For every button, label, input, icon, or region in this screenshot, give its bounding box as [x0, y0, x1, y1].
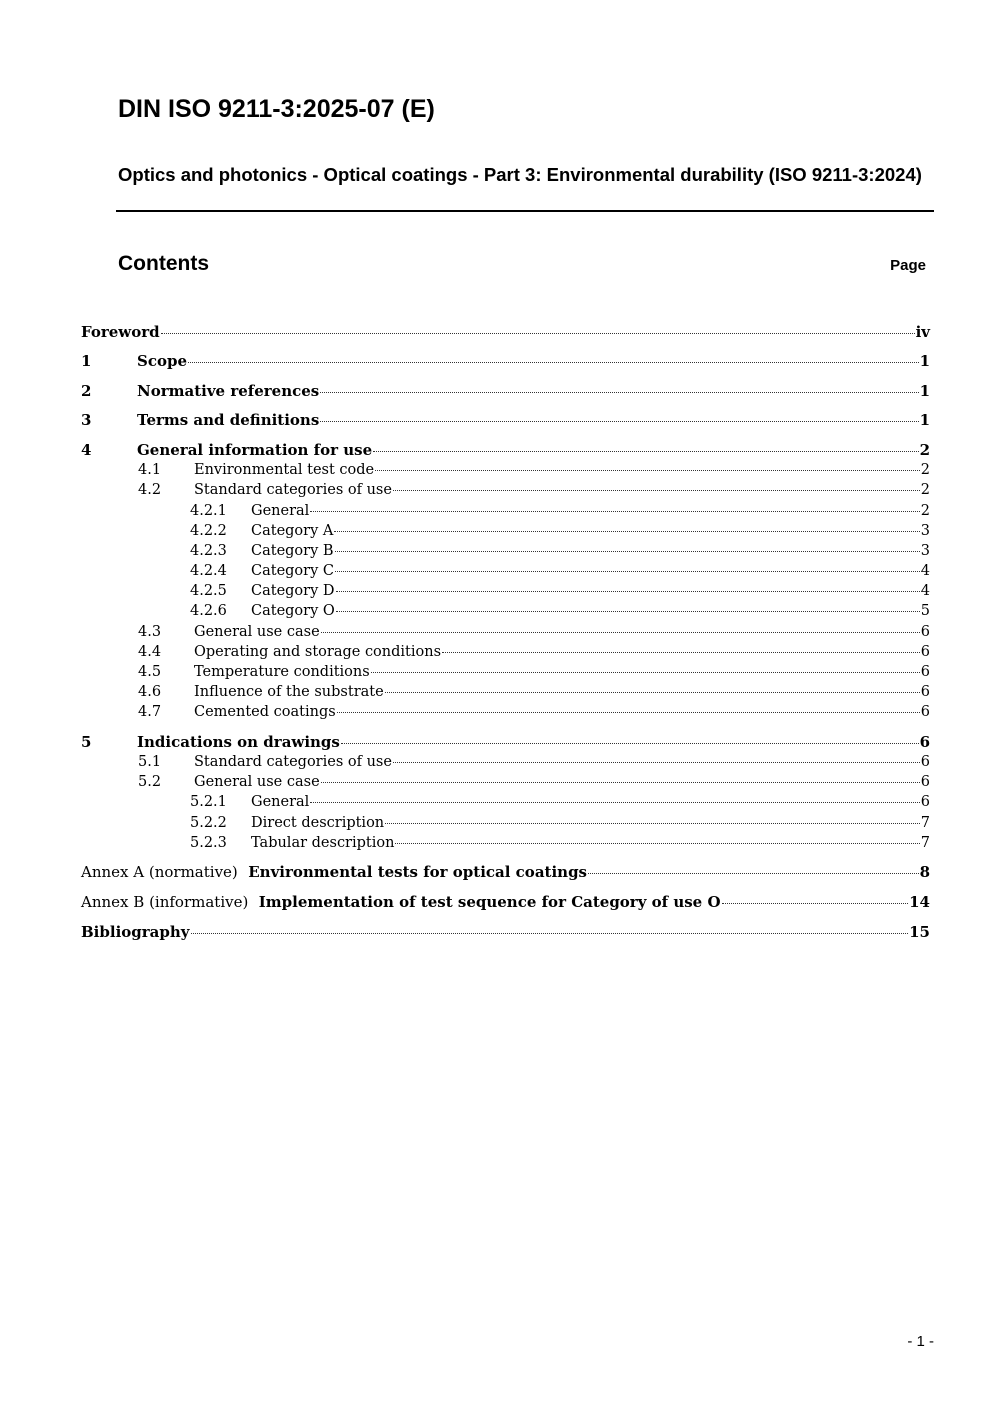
toc-title: General — [251, 794, 310, 810]
contents-heading: Contents — [118, 252, 209, 275]
toc-entry-4-1[interactable] — [0, 459, 992, 481]
toc-page: 6 — [920, 774, 930, 790]
toc-number: 5.1 — [138, 754, 162, 770]
toc-entry-4[interactable] — [0, 439, 992, 461]
annex-qualifier: (normative) — [148, 863, 238, 881]
toc-leader — [321, 632, 920, 633]
toc-page: 3 — [920, 543, 930, 559]
toc-title: General information for use — [137, 441, 373, 459]
toc-number: 4.2.2 — [190, 523, 227, 539]
toc-title: Influence of the substrate — [194, 684, 384, 700]
toc-page: 6 — [920, 794, 930, 810]
annex-prefix: Annex A — [81, 863, 149, 881]
toc-number: 5.2.1 — [190, 794, 227, 810]
toc-entry-4-3[interactable] — [0, 621, 992, 643]
toc-number: 5.2.3 — [190, 835, 227, 851]
toc-title — [81, 861, 587, 883]
toc-number: 4.6 — [138, 684, 162, 700]
toc-title: Category B — [251, 543, 334, 559]
toc-title: General use case — [194, 774, 320, 790]
toc-entry-5-2-2[interactable] — [0, 812, 992, 834]
document-subtitle: Optics and photonics - Optical coatings - Part 3: Environmental durability (ISO 9211-3:2024) — [118, 164, 922, 185]
page-number: - 1 - — [907, 1333, 934, 1350]
toc-leader — [722, 903, 909, 904]
toc-leader — [588, 873, 919, 874]
toc-title: Tabular description — [251, 835, 395, 851]
toc-leader — [188, 362, 919, 363]
toc-number: 4.1 — [138, 462, 162, 478]
toc-entry-4-2-3[interactable] — [0, 540, 992, 562]
toc-title: General — [251, 503, 310, 519]
toc-leader — [385, 692, 920, 693]
toc-page: 1 — [919, 411, 930, 429]
toc-title: General use case — [194, 624, 320, 640]
toc-entry-4-2[interactable] — [0, 479, 992, 501]
toc-title: Temperature conditions — [194, 664, 370, 680]
toc-page: 2 — [920, 503, 930, 519]
annex-qualifier: (informative) — [149, 893, 249, 911]
toc-page: 4 — [920, 563, 930, 579]
toc-entry-bibliography[interactable] — [0, 921, 992, 943]
toc-number: 4.7 — [138, 704, 162, 720]
toc-page: 15 — [909, 923, 930, 941]
toc-leader — [336, 591, 920, 592]
toc-page: 1 — [919, 352, 930, 370]
toc-entry-5-2-1[interactable] — [0, 791, 992, 813]
toc-page: 4 — [920, 583, 930, 599]
toc-entry-4-2-6[interactable] — [0, 600, 992, 622]
toc-entry-2[interactable] — [0, 380, 992, 402]
toc-number: 5.2.2 — [190, 815, 227, 831]
toc-leader — [320, 392, 918, 393]
toc-leader — [341, 743, 919, 744]
toc-page: 2 — [920, 482, 930, 498]
toc-number: 4.2.3 — [190, 543, 227, 559]
toc-number: 4.2.4 — [190, 563, 227, 579]
toc-page: 8 — [919, 863, 930, 881]
toc-number: 2 — [81, 382, 92, 400]
toc-leader — [310, 802, 919, 803]
toc-entry-annex-a[interactable] — [0, 861, 992, 883]
toc-title: Cemented coatings — [194, 704, 336, 720]
toc-title: Direct description — [251, 815, 385, 831]
toc-number: 5.2 — [138, 774, 162, 790]
toc-entry-4-5[interactable] — [0, 661, 992, 683]
toc-number: 4.2.6 — [190, 603, 227, 619]
toc-title: Scope — [137, 352, 188, 370]
toc-title: Operating and storage conditions — [194, 644, 442, 660]
toc-page: 7 — [920, 815, 930, 831]
toc-leader — [395, 843, 919, 844]
toc-title: Foreword — [81, 323, 160, 341]
toc-entry-4-2-2[interactable] — [0, 520, 992, 542]
annex-prefix: Annex B — [81, 893, 150, 911]
toc-entry-5-2[interactable] — [0, 771, 992, 793]
toc-title: Normative references — [137, 382, 320, 400]
toc-entry-4-2-4[interactable] — [0, 560, 992, 582]
toc-page: 6 — [920, 644, 930, 660]
toc-entry-1[interactable] — [0, 350, 992, 372]
toc-page: 6 — [920, 684, 930, 700]
document-title: DIN ISO 9211-3:2025-07 (E) — [118, 95, 435, 123]
toc-leader — [334, 531, 919, 532]
toc-leader — [371, 672, 920, 673]
toc-title — [81, 891, 721, 913]
toc-page: 6 — [919, 733, 930, 751]
toc-leader — [336, 611, 920, 612]
toc-title: Standard categories of use — [194, 482, 392, 498]
toc-entry-4-4[interactable] — [0, 641, 992, 663]
toc-page: 7 — [920, 835, 930, 851]
toc-page: 1 — [919, 382, 930, 400]
toc-entry-4-6[interactable] — [0, 681, 992, 703]
toc-number: 4.4 — [138, 644, 162, 660]
toc-entry-3[interactable] — [0, 409, 992, 431]
toc-title: Category D — [251, 583, 335, 599]
toc-title: Category A — [251, 523, 334, 539]
toc-leader — [310, 511, 919, 512]
toc-number: 4.2.1 — [190, 503, 227, 519]
toc-entry-4-7[interactable] — [0, 701, 992, 723]
toc-leader — [335, 551, 920, 552]
toc-number: 4.5 — [138, 664, 162, 680]
toc-page: 6 — [920, 704, 930, 720]
toc-leader — [393, 490, 920, 491]
toc-title: Standard categories of use — [194, 754, 392, 770]
toc-entry-5-2-3[interactable] — [0, 832, 992, 854]
toc-page: 6 — [920, 664, 930, 680]
toc-entry-4-2-5[interactable] — [0, 580, 992, 602]
toc-entry-5[interactable] — [0, 731, 992, 753]
toc-page: 2 — [920, 462, 930, 478]
toc-leader — [321, 782, 920, 783]
toc-page: 14 — [909, 893, 930, 911]
toc-number: 4.2.5 — [190, 583, 227, 599]
toc-title: Environmental test code — [194, 462, 375, 478]
toc-title: Bibliography — [81, 923, 190, 941]
toc-page: 6 — [920, 754, 930, 770]
toc-number: 4 — [81, 441, 92, 459]
toc-leader — [191, 933, 909, 934]
toc-title: Terms and definitions — [137, 411, 320, 429]
toc-number: 4.2 — [138, 482, 162, 498]
toc-number: 1 — [81, 352, 92, 370]
toc-number: 4.3 — [138, 624, 162, 640]
toc-number: 5 — [81, 733, 92, 751]
toc-leader — [320, 421, 918, 422]
toc-leader — [393, 762, 920, 763]
toc-page: 5 — [920, 603, 930, 619]
toc-page: 2 — [919, 441, 930, 459]
toc-title: Category C — [251, 563, 334, 579]
toc-leader — [161, 333, 915, 334]
annex-title: Environmental tests for optical coatings — [248, 863, 588, 881]
toc-page: iv — [915, 323, 930, 341]
toc-leader — [337, 712, 920, 713]
toc-entry-4-2-1[interactable] — [0, 500, 992, 522]
toc-leader — [373, 451, 918, 452]
title-rule — [116, 210, 934, 212]
toc-entry-foreword[interactable] — [0, 321, 992, 343]
toc-number: 3 — [81, 411, 92, 429]
toc-entry-annex-b[interactable] — [0, 891, 992, 913]
toc-leader — [385, 823, 920, 824]
page-column-heading: Page — [890, 257, 926, 274]
toc-page: 3 — [920, 523, 930, 539]
toc-leader — [335, 571, 920, 572]
annex-title: Implementation of test sequence for Category of use O — [258, 893, 721, 911]
toc-leader — [442, 652, 920, 653]
toc-page: 6 — [920, 624, 930, 640]
toc-leader — [375, 470, 920, 471]
toc-title: Category O — [251, 603, 335, 619]
toc-entry-5-1[interactable] — [0, 751, 992, 773]
toc-title: Indications on drawings — [137, 733, 340, 751]
